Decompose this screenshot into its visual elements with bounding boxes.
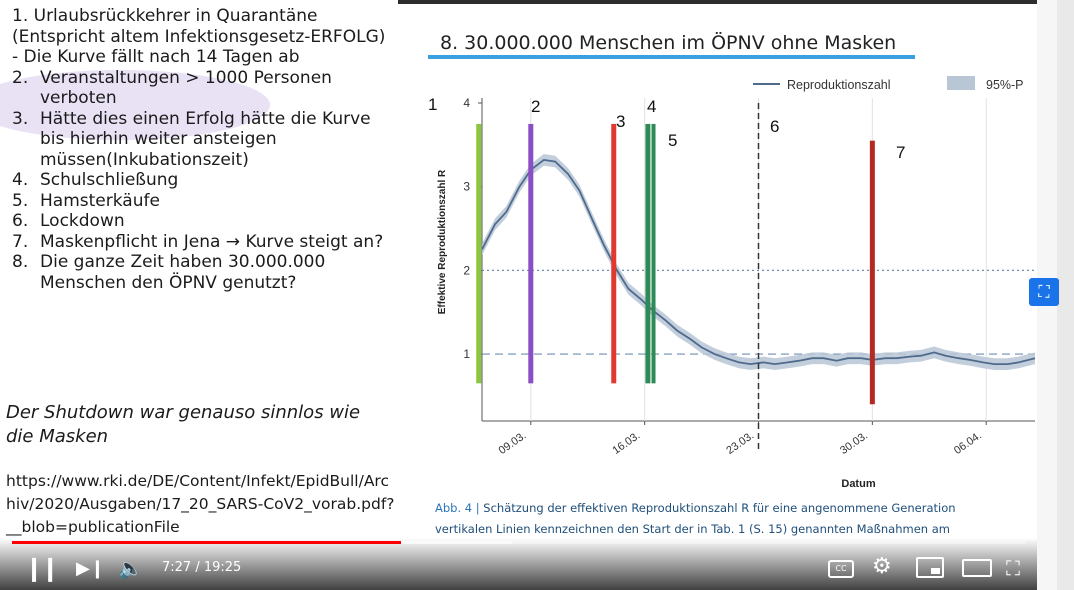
y-tick-label: 4 bbox=[463, 96, 470, 110]
note-text: Lockdown bbox=[40, 211, 125, 231]
note-number: 3. bbox=[12, 108, 29, 129]
volume-icon[interactable]: 🔈 bbox=[118, 556, 143, 580]
time-display: 7:27 / 19:25 bbox=[162, 560, 242, 575]
marker-line-1 bbox=[476, 124, 481, 383]
fullscreen-icon[interactable]: ⛶ bbox=[1006, 556, 1020, 580]
x-tick-label: 09.03. bbox=[496, 429, 529, 458]
legend-label-curve: Reproduktionszahl bbox=[787, 78, 891, 92]
marker-label-7: 7 bbox=[896, 143, 906, 162]
marker-label-1: 1 bbox=[428, 95, 438, 114]
subtitles-button[interactable]: CC bbox=[828, 560, 854, 578]
progress-played bbox=[12, 541, 401, 544]
legend-band-swatch bbox=[947, 76, 975, 90]
x-tick-label: 23.03. bbox=[724, 429, 757, 458]
note-item bbox=[12, 191, 392, 212]
marker-line-5 bbox=[652, 124, 656, 383]
note-number: 8. bbox=[12, 252, 29, 272]
figure-caption bbox=[435, 498, 1035, 540]
x-tick-label: 30.03. bbox=[838, 429, 871, 458]
caption-line-1: Schätzung der effektiven Reproduktionszahl R für eine angenommene Generation bbox=[479, 501, 956, 515]
note-item bbox=[12, 170, 392, 191]
note-number: 4. bbox=[12, 170, 29, 190]
miniplayer-button[interactable] bbox=[916, 557, 944, 578]
y-tick-label: 2 bbox=[463, 263, 470, 278]
caption-prefix: Abb. 4 | bbox=[435, 501, 480, 515]
note-item bbox=[12, 109, 392, 171]
note-item bbox=[12, 232, 392, 253]
note-item bbox=[12, 68, 392, 109]
right-sidebar bbox=[1037, 0, 1074, 590]
pause-button[interactable]: ❙❙ bbox=[24, 554, 57, 582]
marker-label-2: 2 bbox=[531, 97, 541, 116]
notes-panel bbox=[0, 0, 398, 560]
note-item bbox=[12, 252, 392, 293]
marker-label-6: 6 bbox=[770, 117, 780, 136]
marker-label-5: 5 bbox=[668, 131, 678, 150]
marker-line-3 bbox=[611, 124, 616, 383]
x-axis-label: Datum bbox=[841, 478, 876, 490]
summary-text: Der Shutdown war genauso sinnlos wie die Masken bbox=[6, 402, 361, 447]
marker-label-3: 3 bbox=[616, 112, 626, 131]
note-text: Hamsterkäufe bbox=[40, 190, 160, 211]
next-button[interactable]: ▶❙ bbox=[76, 558, 105, 579]
note-number: 5. bbox=[12, 190, 29, 211]
y-axis-label: Effektive Reproduktionszahl R bbox=[437, 169, 448, 315]
reproduction-chart bbox=[398, 0, 1037, 500]
slide-panel bbox=[398, 0, 1037, 560]
slide-title: 8. 30.000.000 Menschen im ÖPNV ohne Masken bbox=[440, 32, 897, 54]
note-item bbox=[12, 211, 392, 232]
miniplayer-icon bbox=[931, 568, 940, 574]
progress-bar[interactable] bbox=[12, 541, 1025, 544]
player-controls bbox=[0, 538, 1037, 590]
note-text: Veranstaltungen > 1000 Personen verboten bbox=[40, 67, 332, 108]
y-tick-label: 3 bbox=[463, 179, 470, 194]
marker-line-7 bbox=[870, 141, 875, 405]
theater-mode-button[interactable] bbox=[962, 559, 992, 577]
x-tick-label: 06.04. bbox=[951, 429, 984, 458]
note-text: Maskenpflicht in Jena → Kurve steigt an? bbox=[40, 231, 384, 252]
note-number: 2. bbox=[12, 67, 29, 88]
marker-line-2 bbox=[528, 124, 533, 383]
marker-line-4 bbox=[645, 124, 650, 383]
note-number: 6. bbox=[12, 211, 29, 231]
note-text: Die ganze Zeit haben 30.000.000 Menschen den ÖPNV genutzt? bbox=[40, 252, 326, 293]
y-tick-label: 1 bbox=[463, 347, 470, 362]
x-tick-label: 16.03. bbox=[610, 429, 643, 458]
legend-label-band: 95%-P bbox=[986, 78, 1024, 92]
sidebar-edge bbox=[1057, 0, 1074, 590]
expand-icon[interactable]: ⛶ bbox=[1029, 278, 1059, 306]
marker-label-4: 4 bbox=[647, 97, 657, 116]
note-text: 1. Urlaubsrückkehrer in Quarantäne (Entspricht altem Infektionsgesetz-ERFOLG) - Die Kurve fällt nach 14 Tagen ab bbox=[12, 6, 386, 67]
note-item bbox=[12, 6, 392, 68]
settings-gear-icon[interactable]: ⚙ bbox=[872, 554, 892, 579]
note-text: Schulschließung bbox=[40, 170, 179, 190]
note-text: Hätte dies einen Erfolg hätte die Kurve bis hierhin weiter ansteigen müssen(Inkubationszeit) bbox=[40, 108, 371, 170]
notes-list bbox=[0, 6, 392, 293]
source-url: https://www.rki.de/DE/Content/Infekt/EpidBull/Archiv/2020/Ausgaben/17_20_SARS-CoV2_vorab.pdf?__blob=publicationFile bbox=[6, 472, 395, 536]
note-number: 7. bbox=[12, 231, 29, 252]
caption-line-2: vertikalen Linien kennzeichnen den Start der in Tab. 1 (S. 15) genannten Maßnahmen am bbox=[435, 522, 950, 536]
